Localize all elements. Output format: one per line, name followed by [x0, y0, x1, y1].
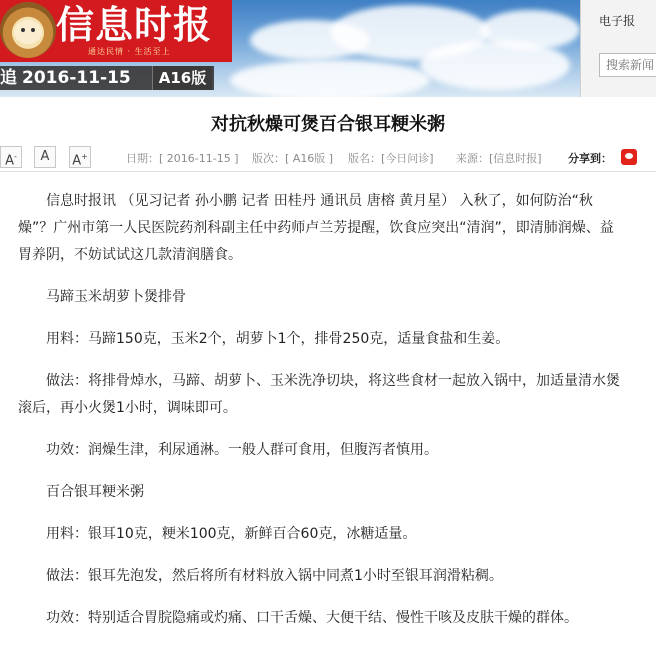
logo-title: 信息时报	[56, 2, 213, 47]
article-paragraph: 功效：特别适合胃脘隐痛或灼痛、口干舌燥、大便干结、慢性干咳及皮肤干燥的群体。	[46, 610, 578, 626]
meta-section: 版名：[今日问诊]	[348, 152, 434, 165]
article-paragraph: 用料：马蹄150克，玉米2个，胡萝卜1个，排骨250克，适量食盐和生姜。	[46, 331, 510, 347]
right-panel	[580, 0, 656, 97]
meta-date: 日期：[ 2016-11-15 ]	[126, 152, 239, 165]
article-body	[18, 188, 624, 647]
meta-source: 来源：[信息时报]	[456, 152, 542, 165]
article-paragraph: 做法：将排骨焯水，马蹄、胡萝卜、玉米洗净切块，将这些食材一起放入锅中，加适量清水煲滚后，再小火煲1小时，调味即可。	[18, 373, 620, 416]
edition-selector[interactable]: A16版	[152, 66, 212, 90]
recipe-title: 马蹄玉米胡萝卜煲排骨	[46, 289, 186, 305]
font-increase-button[interactable]: A+	[69, 146, 91, 168]
mascot-logo-icon	[0, 2, 56, 58]
recipe-title: 百合银耳粳米粥	[46, 484, 144, 500]
article-paragraph: 用料：银耳10克，粳米100克，新鲜百合60克，冰糖适量。	[46, 526, 417, 542]
issue-date[interactable]: 2016-11-15	[22, 68, 131, 88]
weibo-share-icon[interactable]	[621, 149, 637, 165]
share-label: 分享到：	[568, 152, 612, 165]
article-toolbar	[0, 142, 656, 172]
logo-slogan: 通达民情 · 生活至上	[88, 47, 171, 56]
cloud-decoration	[480, 10, 580, 50]
article-title: 对抗秋燥可煲百合银耳粳米粥	[211, 114, 445, 135]
date-prefix: 追	[0, 68, 17, 88]
logo[interactable]	[0, 0, 232, 62]
epaper-link[interactable]: 电子报	[599, 14, 636, 28]
cloud-decoration	[230, 60, 430, 97]
article-paragraph: 信息时报讯 （见习记者 孙小鹏 记者 田桂丹 通讯员 唐榕 黄月星） 入秋了，如何防治“秋燥”？广州市第一人民医院药剂科副主任中药师卢兰芳提醒，饮食应突出“清润”，即清肺润燥、益胃养阴，不妨试试这几款清润膳食。	[18, 193, 614, 263]
header-banner	[0, 0, 656, 97]
search-input[interactable]	[599, 53, 656, 77]
font-normal-button[interactable]: A	[34, 146, 56, 168]
font-decrease-button[interactable]: A-	[0, 146, 22, 168]
meta-page: 版次：[ A16版 ]	[252, 152, 334, 165]
article-paragraph: 做法：银耳先泡发，然后将所有材料放入锅中同煮1小时至银耳润滑粘稠。	[46, 568, 503, 584]
article-paragraph: 功效：润燥生津，利尿通淋。一般人群可食用，但腹泻者慎用。	[46, 442, 438, 458]
